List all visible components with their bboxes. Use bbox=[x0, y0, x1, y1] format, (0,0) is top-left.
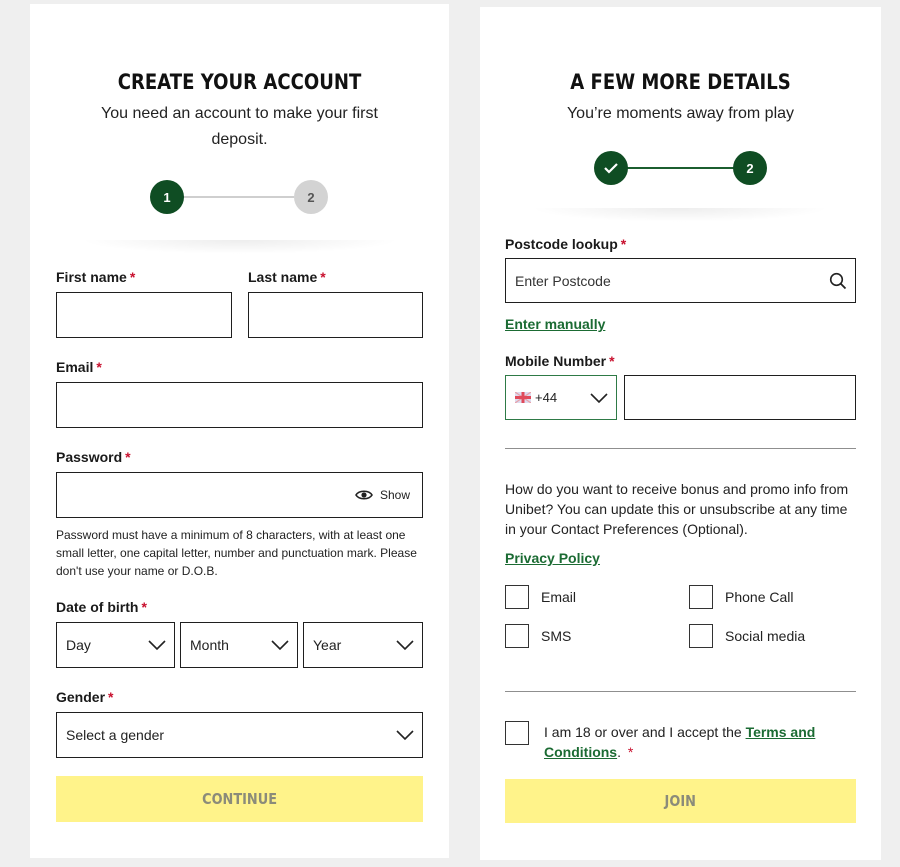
privacy-policy-link[interactable]: Privacy Policy bbox=[505, 550, 600, 566]
dob-day-value: Day bbox=[66, 637, 91, 653]
dob-year-value: Year bbox=[313, 637, 342, 653]
step-1-indicator: 1 bbox=[150, 180, 184, 214]
required-marker: * bbox=[627, 744, 634, 760]
join-button-label: JOIN bbox=[664, 792, 697, 810]
first-name-input[interactable] bbox=[56, 292, 232, 338]
enter-manually-link[interactable]: Enter manually bbox=[505, 316, 606, 332]
first-name-label: First name * bbox=[56, 269, 136, 285]
step-2-indicator: 2 bbox=[294, 180, 328, 214]
mobile-number-input[interactable] bbox=[624, 375, 856, 420]
phone-call-checkbox[interactable] bbox=[689, 585, 713, 609]
promo-preferences-text: How do you want to receive bonus and promo info from Unibet? You can update this or unsubscribe at any time in your Contact Preferences (Optional). bbox=[505, 481, 849, 537]
step-connector-complete bbox=[625, 167, 735, 169]
social-media-option-label: Social media bbox=[725, 628, 806, 644]
password-label: Password * bbox=[56, 449, 131, 465]
postcode-label: Postcode lookup * bbox=[505, 236, 627, 252]
phone-call-option-label: Phone Call bbox=[725, 589, 794, 605]
section-divider bbox=[505, 448, 856, 449]
join-button[interactable] bbox=[505, 779, 856, 823]
eye-icon bbox=[355, 489, 373, 501]
create-account-title: CREATE YOUR ACCOUNT bbox=[117, 70, 362, 94]
email-checkbox[interactable] bbox=[505, 585, 529, 609]
step-2-indicator: 2 bbox=[733, 151, 767, 185]
create-account-subtitle: You need an account to make your first deposit. bbox=[101, 105, 378, 148]
create-account-panel bbox=[30, 4, 449, 858]
postcode-placeholder: Enter Postcode bbox=[515, 273, 611, 289]
search-icon[interactable] bbox=[829, 272, 847, 290]
country-code-select[interactable] bbox=[505, 375, 617, 420]
dob-month-value: Month bbox=[190, 637, 229, 653]
more-details-title: A FEW MORE DETAILS bbox=[570, 70, 791, 94]
gender-label: Gender * bbox=[56, 689, 114, 705]
last-name-label: Last name * bbox=[248, 269, 326, 285]
chevron-down-icon bbox=[590, 392, 608, 404]
chevron-down-icon bbox=[148, 639, 166, 651]
country-code-value: +44 bbox=[535, 390, 558, 405]
terms-suffix: . bbox=[617, 744, 621, 760]
uk-flag-icon bbox=[515, 392, 531, 403]
password-requirements-hint: Password must have a minimum of 8 characters, with at least one small letter, one capital letter, number and punctuation mark. Please don't use your name or D.O.B. bbox=[56, 528, 417, 578]
step-divider-shadow bbox=[80, 240, 400, 254]
dob-year-select[interactable] bbox=[303, 622, 423, 668]
last-name-input[interactable] bbox=[248, 292, 423, 338]
postcode-input[interactable] bbox=[505, 258, 856, 303]
terms-and-conditions-link[interactable]: Terms and Conditions bbox=[544, 724, 816, 760]
terms-prefix: I am 18 or over and I accept the bbox=[544, 724, 742, 740]
step-1-complete-indicator bbox=[594, 151, 628, 185]
password-input[interactable] bbox=[56, 472, 423, 518]
chevron-down-icon bbox=[271, 639, 289, 651]
checkmark-icon bbox=[603, 162, 619, 174]
gender-placeholder: Select a gender bbox=[66, 727, 165, 743]
step-connector bbox=[182, 196, 294, 198]
social-media-checkbox[interactable] bbox=[689, 624, 713, 648]
country-code-display bbox=[515, 390, 557, 405]
section-divider bbox=[505, 691, 856, 692]
sms-checkbox[interactable] bbox=[505, 624, 529, 648]
step-divider-shadow bbox=[530, 208, 830, 222]
email-option-label: Email bbox=[541, 589, 577, 605]
dob-day-select[interactable] bbox=[56, 622, 175, 668]
email-input[interactable] bbox=[56, 382, 423, 428]
continue-button[interactable] bbox=[56, 776, 423, 822]
more-details-panel bbox=[480, 7, 881, 860]
terms-acceptance-text bbox=[544, 722, 834, 762]
show-password-label: Show bbox=[379, 488, 410, 502]
password-show-toggle[interactable] bbox=[355, 473, 410, 517]
email-label: Email * bbox=[56, 359, 102, 375]
gender-select[interactable] bbox=[56, 712, 423, 758]
more-details-subtitle: You’re moments away from play bbox=[566, 105, 795, 122]
chevron-down-icon bbox=[396, 639, 414, 651]
continue-button-label: CONTINUE bbox=[202, 790, 277, 808]
sms-option-label: SMS bbox=[541, 628, 572, 644]
terms-checkbox[interactable] bbox=[505, 721, 529, 745]
mobile-number-label: Mobile Number * bbox=[505, 353, 615, 369]
chevron-down-icon bbox=[396, 729, 414, 741]
dob-label: Date of birth * bbox=[56, 599, 147, 615]
dob-month-select[interactable] bbox=[180, 622, 298, 668]
